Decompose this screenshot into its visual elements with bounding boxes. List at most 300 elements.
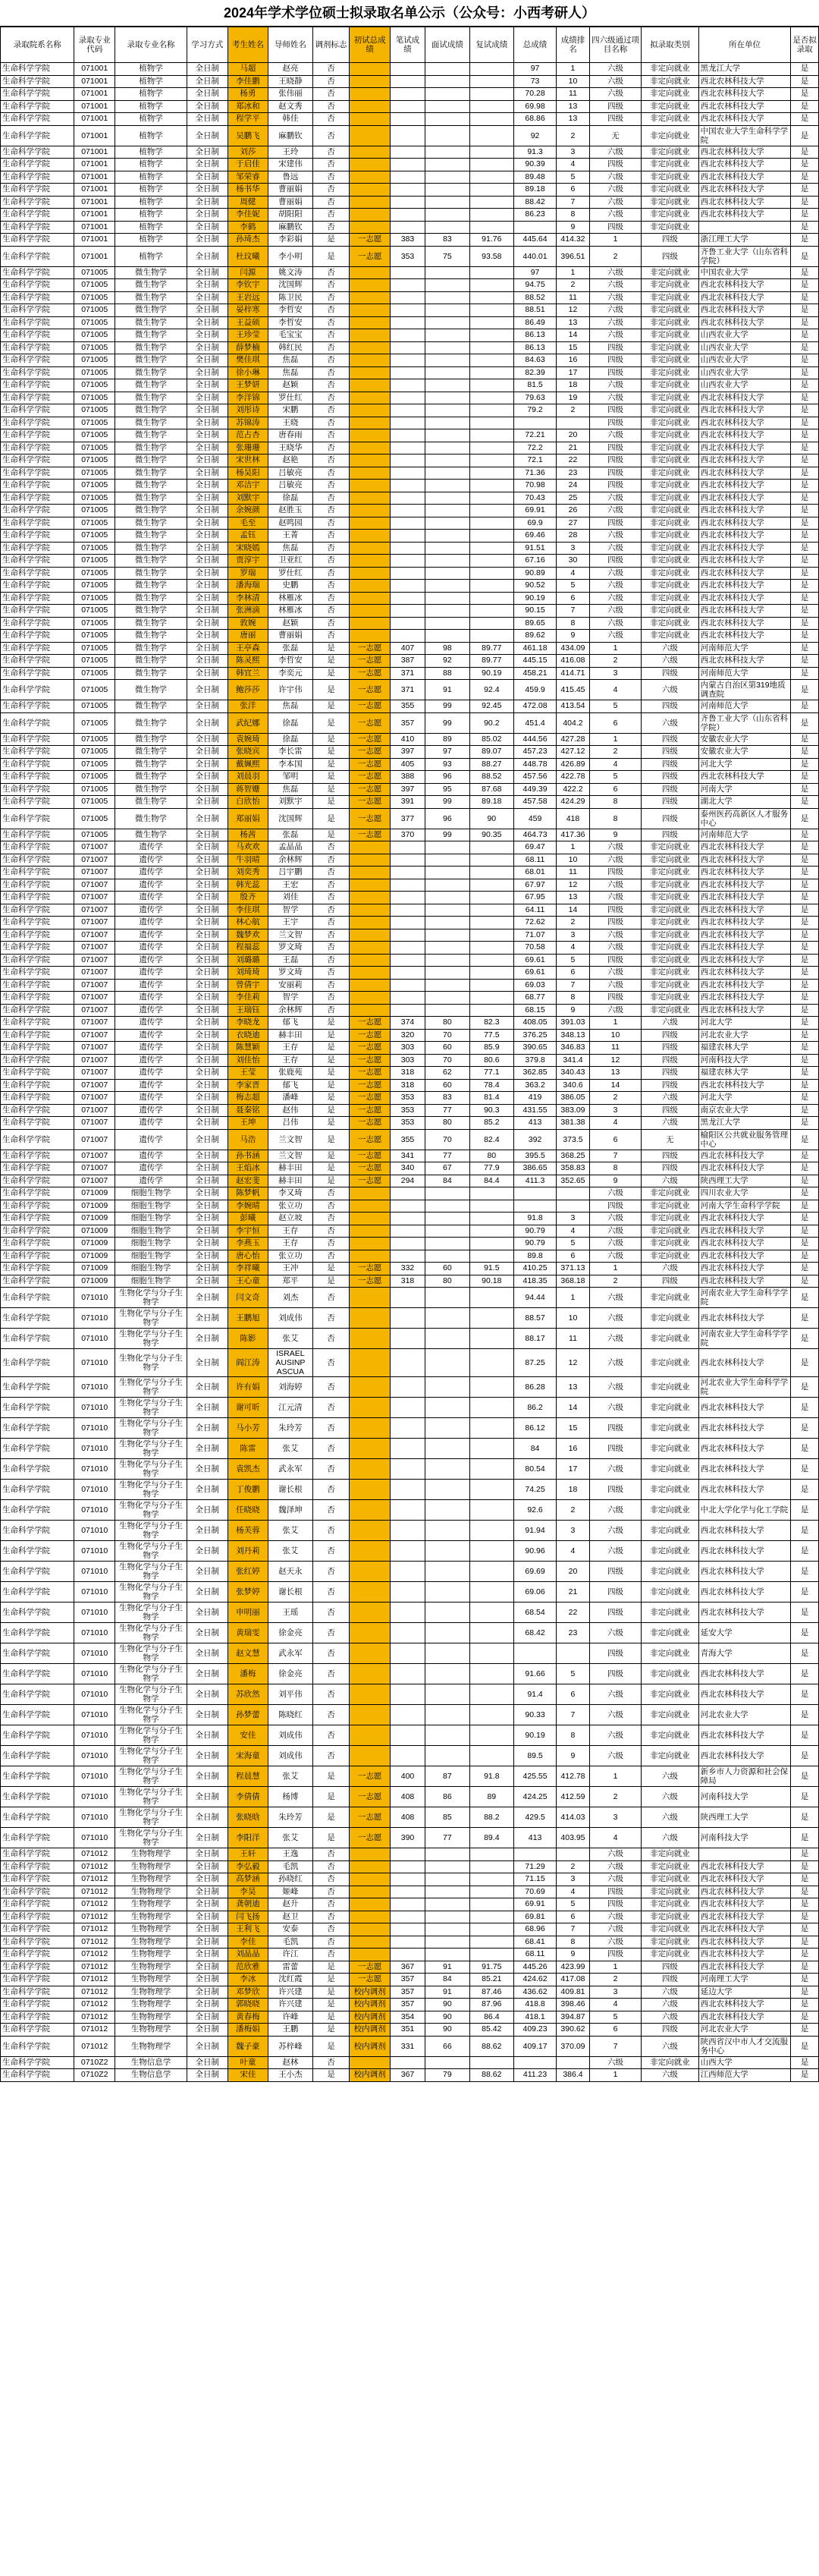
cell-admitted: 是 — [791, 630, 819, 643]
cell-dept: 生命科学学院 — [1, 758, 74, 771]
cell-written-score — [390, 917, 425, 929]
cell-retest-score — [469, 404, 513, 417]
cell-major-code: 071007 — [74, 867, 115, 879]
cell-institution: 河南大学生命科学学院 — [698, 1200, 791, 1213]
cell-initial-score — [350, 904, 391, 917]
table-row — [1, 1004, 819, 1017]
cell-admission-type: 四级 — [642, 796, 699, 809]
cell-retest-score: 89.77 — [469, 655, 513, 668]
cell-major-code: 0710Z2 — [74, 2056, 115, 2069]
col-header-initial-score: 初试总成绩 — [350, 27, 391, 63]
cell-advisor: 王瑶 — [268, 1603, 312, 1623]
cell-student-name: 张晓宾 — [228, 746, 268, 759]
cell-transfer-flag: 是 — [312, 246, 350, 266]
cell-retest-score — [469, 879, 513, 892]
cell-total-score: 436.62 — [514, 1986, 557, 1999]
cell-retest-score: 88.2 — [469, 1807, 513, 1828]
cell-advisor: 王冲 — [268, 1263, 312, 1275]
cell-admission-type: 非定向就业 — [642, 2056, 699, 2069]
cell-admission-type: 四级 — [642, 1042, 699, 1055]
cell-rank: 17 — [557, 366, 590, 379]
table-row — [1, 184, 819, 197]
cell-cet: 六级 — [589, 879, 641, 892]
cell-initial-score — [350, 1623, 391, 1643]
cell-major-name: 微生物学 — [115, 266, 187, 279]
cell-study-mode: 全日制 — [187, 954, 228, 967]
cell-major-code: 071005 — [74, 605, 115, 618]
cell-transfer-flag: 否 — [312, 942, 350, 955]
cell-study-mode: 全日制 — [187, 700, 228, 713]
cell-initial-score: 一志愿 — [350, 234, 391, 247]
cell-major-code: 071005 — [74, 829, 115, 841]
cell-major-name: 微生物学 — [115, 712, 187, 733]
cell-total-score: 67.16 — [514, 555, 557, 568]
cell-interview-score — [425, 592, 469, 605]
cell-student-name: 李佳鹏 — [228, 75, 268, 88]
cell-interview-score — [425, 1860, 469, 1873]
table-row — [1, 88, 819, 101]
cell-major-name: 微生物学 — [115, 592, 187, 605]
cell-retest-score — [469, 929, 513, 942]
cell-admitted: 是 — [791, 580, 819, 593]
cell-admitted: 是 — [791, 417, 819, 429]
cell-retest-score — [469, 1746, 513, 1766]
cell-study-mode: 全日制 — [187, 1603, 228, 1623]
cell-retest-score — [469, 467, 513, 480]
cell-written-score — [390, 1623, 425, 1643]
cell-major-code: 071010 — [74, 1500, 115, 1521]
cell-rank: 10 — [557, 854, 590, 867]
cell-institution: 西北农林科技大学 — [698, 929, 791, 942]
cell-retest-score — [469, 1250, 513, 1263]
cell-study-mode: 全日制 — [187, 505, 228, 517]
cell-retest-score — [469, 366, 513, 379]
cell-study-mode: 全日制 — [187, 404, 228, 417]
table-row — [1, 530, 819, 543]
cell-written-score — [390, 630, 425, 643]
col-header-major-name: 录取专业名称 — [115, 27, 187, 63]
cell-written-score — [390, 291, 425, 304]
cell-student-name: 樊佳琪 — [228, 354, 268, 367]
cell-retest-score — [469, 1377, 513, 1398]
cell-major-code: 071005 — [74, 580, 115, 593]
cell-dept: 生命科学学院 — [1, 1848, 74, 1861]
cell-rank: 383.09 — [557, 1104, 590, 1117]
cell-admission-type: 非定向就业 — [642, 442, 699, 454]
cell-total-score: 89.8 — [514, 1250, 557, 1263]
cell-study-mode: 全日制 — [187, 567, 228, 580]
cell-written-score — [390, 417, 425, 429]
cell-cet: 六级 — [589, 266, 641, 279]
cell-rank: 424.29 — [557, 796, 590, 809]
cell-initial-score — [350, 1848, 391, 1861]
cell-major-code: 071005 — [74, 304, 115, 317]
cell-total-score: 68.42 — [514, 1623, 557, 1643]
cell-cet: 2 — [589, 246, 641, 266]
cell-retest-score — [469, 480, 513, 492]
cell-initial-score — [350, 1480, 391, 1500]
cell-interview-score — [425, 316, 469, 329]
table-row — [1, 1873, 819, 1886]
cell-transfer-flag: 否 — [312, 1418, 350, 1439]
cell-admitted: 是 — [791, 1766, 819, 1787]
cell-initial-score — [350, 1213, 391, 1225]
cell-retest-score: 78.4 — [469, 1079, 513, 1092]
cell-cet: 六级 — [589, 329, 641, 342]
cell-institution: 山西大学 — [698, 2056, 791, 2069]
cell-cet: 3 — [589, 1986, 641, 1999]
cell-total-score: 390.65 — [514, 1042, 557, 1055]
cell-interview-score — [425, 209, 469, 222]
cell-student-name: 李佳琪 — [228, 904, 268, 917]
cell-student-name: 陈慧颖 — [228, 1042, 268, 1055]
cell-transfer-flag: 是 — [312, 1067, 350, 1080]
cell-institution: 延安大学 — [698, 1623, 791, 1643]
cell-cet: 8 — [589, 808, 641, 829]
cell-admitted: 是 — [791, 808, 819, 829]
cell-major-name: 微生物学 — [115, 454, 187, 467]
cell-total-score: 90.52 — [514, 580, 557, 593]
table-row — [1, 1848, 819, 1861]
cell-admitted: 是 — [791, 1187, 819, 1200]
cell-study-mode: 全日制 — [187, 605, 228, 618]
cell-student-name: 赵宏斐 — [228, 1175, 268, 1187]
cell-major-code: 071010 — [74, 1787, 115, 1807]
cell-initial-score — [350, 125, 391, 146]
cell-major-code: 071007 — [74, 879, 115, 892]
cell-major-name: 生物化学与分子生物学 — [115, 1603, 187, 1623]
cell-initial-score: 一志愿 — [350, 733, 391, 746]
cell-student-name: 唐丽 — [228, 630, 268, 643]
cell-cet: 四级 — [589, 992, 641, 1005]
cell-total-score: 64.11 — [514, 904, 557, 917]
cell-admitted: 是 — [791, 1250, 819, 1263]
cell-dept: 生命科学学院 — [1, 100, 74, 113]
cell-major-name: 生物物理学 — [115, 1949, 187, 1961]
cell-advisor: 王宏 — [268, 879, 312, 892]
cell-written-score — [390, 1873, 425, 1886]
cell-retest-score: 80 — [469, 1150, 513, 1162]
cell-dept: 生命科学学院 — [1, 159, 74, 171]
cell-study-mode: 全日制 — [187, 1807, 228, 1828]
cell-study-mode: 全日制 — [187, 1398, 228, 1418]
cell-interview-score: 96 — [425, 808, 469, 829]
col-header-student-name: 考生姓名 — [228, 27, 268, 63]
cell-major-code: 071010 — [74, 1643, 115, 1664]
cell-institution: 西北农林科技大学 — [698, 113, 791, 126]
cell-major-code: 071005 — [74, 454, 115, 467]
cell-rank: 14 — [557, 1398, 590, 1418]
cell-initial-score — [350, 146, 391, 159]
cell-written-score: 294 — [390, 1175, 425, 1187]
cell-transfer-flag: 是 — [312, 796, 350, 809]
cell-initial-score — [350, 605, 391, 618]
cell-study-mode: 全日制 — [187, 159, 228, 171]
cell-institution: 西北农林科技大学 — [698, 1150, 791, 1162]
cell-admission-type: 非定向就业 — [642, 1725, 699, 1746]
cell-admitted: 是 — [791, 304, 819, 317]
cell-study-mode: 全日制 — [187, 63, 228, 76]
cell-major-name: 生物化学与分子生物学 — [115, 1459, 187, 1480]
cell-admitted: 是 — [791, 100, 819, 113]
cell-admission-type: 非定向就业 — [642, 429, 699, 442]
col-header-dept: 录取院系名称 — [1, 27, 74, 63]
cell-written-score — [390, 1398, 425, 1418]
cell-initial-score — [350, 505, 391, 517]
cell-written-score — [390, 429, 425, 442]
cell-retest-score — [469, 1582, 513, 1603]
cell-study-mode: 全日制 — [187, 2056, 228, 2069]
cell-dept: 生命科学学院 — [1, 617, 74, 630]
cell-student-name: 李昊 — [228, 1886, 268, 1898]
cell-major-name: 遗传学 — [115, 992, 187, 1005]
cell-admission-type: 非定向就业 — [642, 954, 699, 967]
cell-admission-type: 非定向就业 — [642, 1418, 699, 1439]
cell-total-score: 88.17 — [514, 1329, 557, 1349]
cell-retest-score — [469, 1664, 513, 1684]
cell-major-code: 071005 — [74, 279, 115, 292]
cell-institution: 湖北大学 — [698, 796, 791, 809]
cell-admitted: 是 — [791, 1213, 819, 1225]
cell-total-score: 411.3 — [514, 1175, 557, 1187]
cell-major-code: 071010 — [74, 1684, 115, 1705]
cell-dept: 生命科学学院 — [1, 1746, 74, 1766]
cell-dept: 生命科学学院 — [1, 917, 74, 929]
cell-admitted: 是 — [791, 1746, 819, 1766]
cell-admission-type: 四级 — [642, 808, 699, 829]
cell-cet: 4 — [589, 1117, 641, 1130]
cell-study-mode: 全日制 — [187, 680, 228, 700]
cell-major-code: 071001 — [74, 113, 115, 126]
cell-study-mode: 全日制 — [187, 1623, 228, 1643]
cell-student-name: 李阳洋 — [228, 1828, 268, 1848]
cell-admitted: 是 — [791, 88, 819, 101]
cell-admission-type: 非定向就业 — [642, 100, 699, 113]
cell-dept: 生命科学学院 — [1, 954, 74, 967]
cell-student-name: 刘丹莉 — [228, 1541, 268, 1562]
cell-retest-score: 88.62 — [469, 2069, 513, 2082]
cell-cet: 六级 — [589, 1349, 641, 1377]
cell-advisor: 李哲安 — [268, 304, 312, 317]
cell-rank: 8 — [557, 1725, 590, 1746]
cell-advisor: 赫丰田 — [268, 1029, 312, 1042]
cell-major-name: 植物学 — [115, 125, 187, 146]
cell-major-name: 微生物学 — [115, 517, 187, 530]
cell-student-name: 杨芙蓉 — [228, 1521, 268, 1541]
cell-admission-type: 非定向就业 — [642, 1848, 699, 1861]
cell-rank: 4 — [557, 1541, 590, 1562]
cell-rank — [557, 1848, 590, 1861]
cell-total-score: 418.1 — [514, 2011, 557, 2024]
cell-student-name: 李家晋 — [228, 1079, 268, 1092]
cell-institution: 河北农业大学生命科学学院 — [698, 1377, 791, 1398]
cell-total-score: 72.2 — [514, 442, 557, 454]
cell-admission-type: 非定向就业 — [642, 1623, 699, 1643]
cell-written-score — [390, 304, 425, 317]
cell-major-code: 071010 — [74, 1418, 115, 1439]
cell-written-score — [390, 617, 425, 630]
cell-transfer-flag: 否 — [312, 992, 350, 1005]
cell-dept: 生命科学学院 — [1, 341, 74, 354]
cell-retest-score — [469, 942, 513, 955]
col-header-advisor: 导师姓名 — [268, 27, 312, 63]
cell-retest-score: 85.42 — [469, 2024, 513, 2037]
cell-institution: 西北农林科技大学 — [698, 505, 791, 517]
cell-initial-score — [350, 1923, 391, 1936]
cell-interview-score — [425, 1500, 469, 1521]
cell-admission-type: 非定向就业 — [642, 341, 699, 354]
cell-interview-score: 70 — [425, 1129, 469, 1150]
cell-advisor: 王宇 — [268, 917, 312, 929]
table-row — [1, 967, 819, 980]
cell-dept: 生命科学学院 — [1, 171, 74, 184]
cell-initial-score — [350, 879, 391, 892]
cell-admitted: 是 — [791, 1684, 819, 1705]
cell-transfer-flag: 否 — [312, 159, 350, 171]
cell-admitted: 是 — [791, 617, 819, 630]
table-row — [1, 354, 819, 367]
cell-institution: 齐鲁工业大学（山东省科学院） — [698, 712, 791, 733]
cell-transfer-flag: 否 — [312, 266, 350, 279]
cell-admitted: 是 — [791, 454, 819, 467]
cell-admission-type: 非定向就业 — [642, 1541, 699, 1562]
cell-retest-score — [469, 392, 513, 404]
cell-admitted: 是 — [791, 1054, 819, 1067]
cell-total-score: 94.75 — [514, 279, 557, 292]
cell-total-score: 68.11 — [514, 854, 557, 867]
cell-major-code: 071007 — [74, 1054, 115, 1067]
cell-major-code: 071007 — [74, 942, 115, 955]
cell-institution: 西北农林科技大学 — [698, 454, 791, 467]
cell-advisor: 朱玲芳 — [268, 1418, 312, 1439]
cell-institution: 西北农林科技大学 — [698, 1541, 791, 1562]
cell-student-name: 宋晓嫣 — [228, 542, 268, 555]
table-row — [1, 1104, 819, 1117]
cell-transfer-flag: 是 — [312, 712, 350, 733]
cell-written-score: 340 — [390, 1162, 425, 1175]
cell-study-mode: 全日制 — [187, 917, 228, 929]
table-row — [1, 1398, 819, 1418]
cell-cet: 6 — [589, 783, 641, 796]
cell-written-score — [390, 867, 425, 879]
cell-rank: 414.71 — [557, 667, 590, 680]
cell-major-code: 0710Z2 — [74, 2069, 115, 2082]
cell-initial-score — [350, 442, 391, 454]
cell-transfer-flag: 否 — [312, 1500, 350, 1521]
col-header-transfer-flag: 调剂标志 — [312, 27, 350, 63]
cell-institution: 西北农林科技大学 — [698, 1911, 791, 1923]
cell-retest-score — [469, 266, 513, 279]
table-row — [1, 1275, 819, 1288]
cell-retest-score — [469, 304, 513, 317]
cell-total-score: 86.23 — [514, 209, 557, 222]
cell-rank: 5 — [557, 1664, 590, 1684]
cell-transfer-flag: 否 — [312, 1377, 350, 1398]
cell-interview-score: 99 — [425, 712, 469, 733]
cell-dept: 生命科学学院 — [1, 454, 74, 467]
cell-major-name: 生物信息学 — [115, 2056, 187, 2069]
cell-admitted: 是 — [791, 1079, 819, 1092]
cell-major-code: 071001 — [74, 88, 115, 101]
page-title: 2024年学术学位硕士拟录取名单公示（公众号：小西考研人） — [0, 0, 819, 27]
cell-dept: 生命科学学院 — [1, 366, 74, 379]
cell-dept: 生命科学学院 — [1, 1238, 74, 1250]
cell-initial-score: 一志愿 — [350, 1129, 391, 1150]
cell-institution: 西北农林科技大学 — [698, 1162, 791, 1175]
cell-admitted: 是 — [791, 758, 819, 771]
cell-admitted: 是 — [791, 492, 819, 505]
cell-rank: 2 — [557, 279, 590, 292]
cell-student-name: 申明丽 — [228, 1603, 268, 1623]
cell-admission-type: 非定向就业 — [642, 1225, 699, 1238]
cell-cet: 六级 — [589, 379, 641, 392]
cell-transfer-flag: 是 — [312, 808, 350, 829]
cell-rank: 12 — [557, 879, 590, 892]
cell-advisor: 刘成伟 — [268, 1725, 312, 1746]
cell-transfer-flag: 否 — [312, 505, 350, 517]
cell-transfer-flag: 是 — [312, 1162, 350, 1175]
cell-interview-score — [425, 879, 469, 892]
cell-admitted: 是 — [791, 1562, 819, 1582]
cell-retest-score: 88.62 — [469, 2036, 513, 2056]
cell-rank: 7 — [557, 979, 590, 992]
cell-dept: 生命科学学院 — [1, 700, 74, 713]
cell-advisor: 魏泽坤 — [268, 1500, 312, 1521]
cell-admission-type: 非定向就业 — [642, 304, 699, 317]
cell-interview-score — [425, 630, 469, 643]
cell-rank: 412.78 — [557, 1766, 590, 1787]
cell-cet: 六级 — [589, 1541, 641, 1562]
cell-admitted: 是 — [791, 209, 819, 222]
cell-institution: 河北农业大学 — [698, 1705, 791, 1725]
cell-institution: 西北农林科技大学 — [698, 592, 791, 605]
cell-study-mode: 全日制 — [187, 184, 228, 197]
cell-written-score — [390, 1004, 425, 1017]
cell-total-score: 67.95 — [514, 892, 557, 904]
cell-dept: 生命科学学院 — [1, 904, 74, 917]
cell-retest-score: 82.4 — [469, 1129, 513, 1150]
cell-institution: 西北农林科技大学 — [698, 1439, 791, 1459]
cell-advisor: 焦磊 — [268, 783, 312, 796]
cell-transfer-flag: 是 — [312, 1999, 350, 2011]
cell-transfer-flag: 否 — [312, 879, 350, 892]
cell-advisor: 张伟丽 — [268, 88, 312, 101]
cell-study-mode: 全日制 — [187, 630, 228, 643]
cell-interview-score: 67 — [425, 1162, 469, 1175]
cell-student-name: 潘海瑞 — [228, 580, 268, 593]
cell-major-name: 生物物理学 — [115, 2011, 187, 2024]
cell-total-score: 458.21 — [514, 667, 557, 680]
cell-total-score: 411.23 — [514, 2069, 557, 2082]
cell-total-score: 91.51 — [514, 542, 557, 555]
cell-initial-score: 一志愿 — [350, 1961, 391, 1974]
cell-rank: 23 — [557, 467, 590, 480]
cell-study-mode: 全日制 — [187, 100, 228, 113]
cell-transfer-flag: 否 — [312, 1250, 350, 1263]
cell-transfer-flag: 否 — [312, 1225, 350, 1238]
cell-advisor: 赵颖 — [268, 379, 312, 392]
cell-rank: 18 — [557, 1480, 590, 1500]
cell-major-name: 生物物理学 — [115, 1999, 187, 2011]
cell-admission-type: 六级 — [642, 680, 699, 700]
cell-interview-score — [425, 1603, 469, 1623]
cell-study-mode: 全日制 — [187, 75, 228, 88]
cell-transfer-flag: 是 — [312, 2069, 350, 2082]
cell-total-score: 86.49 — [514, 316, 557, 329]
cell-study-mode: 全日制 — [187, 279, 228, 292]
cell-transfer-flag: 是 — [312, 1766, 350, 1787]
cell-cet: 四级 — [589, 1603, 641, 1623]
